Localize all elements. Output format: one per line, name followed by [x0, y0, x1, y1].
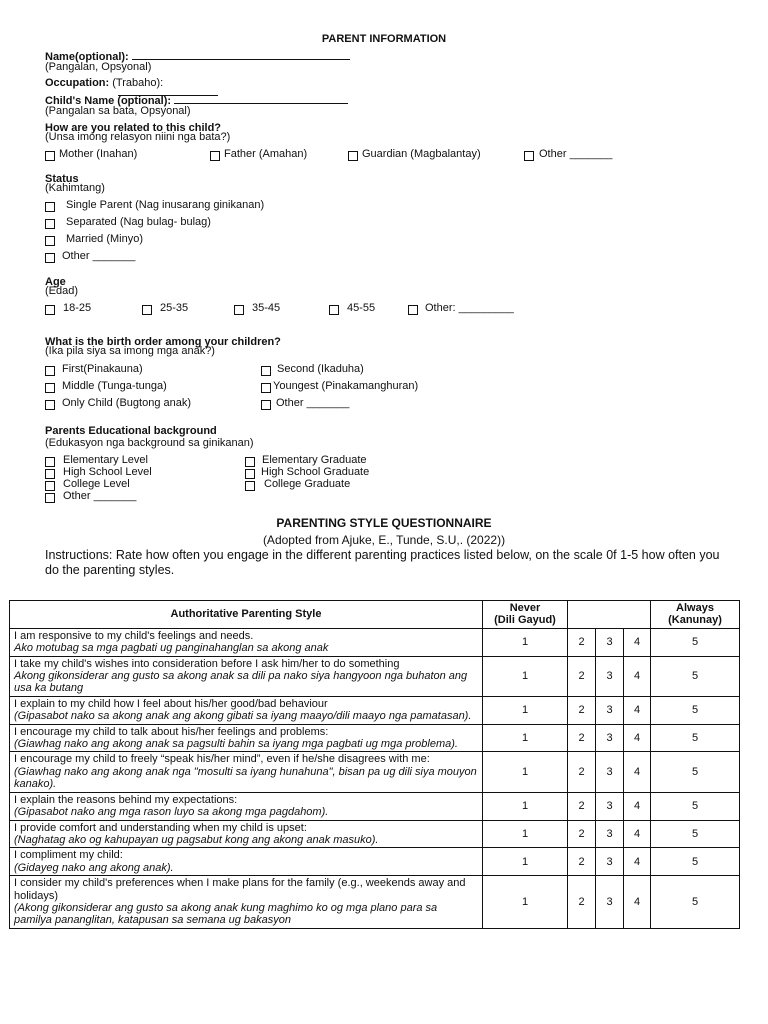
statement-cebuano: (Giawhag nako ang akong anak nga "mosulti sa iyang hunahuna", bisan pa ug dili siya mouyon kanako). — [14, 765, 477, 791]
rating-option-1[interactable]: 1 — [483, 848, 568, 876]
checkbox[interactable] — [142, 305, 152, 315]
statement-cell — [10, 848, 483, 876]
checkbox[interactable] — [45, 236, 55, 246]
rating-option-2[interactable]: 2 — [568, 696, 596, 724]
rating-option-2[interactable]: 2 — [568, 848, 596, 876]
rating-option-3[interactable]: 3 — [596, 628, 624, 656]
checkbox[interactable] — [45, 151, 55, 161]
rating-option-4[interactable]: 4 — [624, 696, 651, 724]
table-row — [10, 724, 740, 752]
statement-english: I compliment my child: — [14, 849, 123, 862]
education-question: Parents Educational background — [45, 425, 217, 437]
never-header: Never (Dili Gayud) — [483, 601, 568, 629]
rating-option-2[interactable]: 2 — [568, 820, 596, 848]
statement-english: I explain to my child how I feel about his/her good/bad behaviour — [14, 697, 328, 710]
name-sub: (Pangalan, Opsyonal) — [45, 61, 152, 73]
statement-english: I am responsive to my child's feelings and needs. — [14, 629, 254, 642]
rating-option-1[interactable]: 1 — [483, 820, 568, 848]
checkbox[interactable] — [245, 469, 255, 479]
checkbox[interactable] — [45, 457, 55, 467]
rating-option-4[interactable]: 4 — [624, 820, 651, 848]
statement-cell — [10, 820, 483, 848]
statement-cell — [10, 628, 483, 656]
statement-cebuano: (Gidayeg nako ang akong anak). — [14, 861, 174, 874]
occupation-field-group — [45, 77, 163, 89]
rating-option-1[interactable]: 1 — [483, 656, 568, 696]
rating-option-5[interactable]: 5 — [651, 848, 740, 876]
checkbox[interactable] — [261, 383, 271, 393]
statement-english: I consider my child's preferences when I make plans for the family (e.g., weekends away and holidays) — [14, 877, 466, 902]
rating-option-5[interactable]: 5 — [651, 696, 740, 724]
checkbox[interactable] — [261, 400, 271, 410]
checkbox[interactable] — [45, 493, 55, 503]
rating-option-2[interactable]: 2 — [568, 876, 596, 929]
statement-cebuano: (Akong gikonsiderar ang gusto sa akong anak kung maghimo ko og mga plano para sa pamilya pananglitan, katapusan sa semana ug bakasyon — [14, 901, 438, 927]
checkbox[interactable] — [210, 151, 220, 161]
checkbox[interactable] — [45, 400, 55, 410]
table-row — [10, 876, 740, 929]
table-row — [10, 656, 740, 696]
rating-option-3[interactable]: 3 — [596, 752, 624, 792]
rating-option-1[interactable]: 1 — [483, 752, 568, 792]
statement-cebuano: (Gipasabot nako ang mga rason luyo sa akong mga pagdahom). — [14, 806, 329, 819]
statement-english: I explain the reasons behind my expectations: — [14, 793, 238, 806]
scale-middle-header — [568, 601, 651, 629]
rating-option-1[interactable]: 1 — [483, 696, 568, 724]
rating-option-2[interactable]: 2 — [568, 724, 596, 752]
rating-option-3[interactable]: 3 — [596, 696, 624, 724]
rating-option-5[interactable]: 5 — [651, 792, 740, 820]
statement-english: I encourage my child to talk about his/her feelings and problems: — [14, 725, 329, 738]
table-row — [10, 696, 740, 724]
checkbox[interactable] — [408, 305, 418, 315]
rating-option-4[interactable]: 4 — [624, 628, 651, 656]
questionnaire-instructions: Instructions: Rate how often you engage in the different parenting practices listed below, on the scale 0f 1-5 how often you do the parenting styles. — [45, 548, 720, 577]
table-row — [10, 792, 740, 820]
table-row — [10, 820, 740, 848]
rating-option-4[interactable]: 4 — [624, 792, 651, 820]
birth-order-sub: (Ika pila siya sa imong mga anak?) — [45, 345, 215, 357]
checkbox[interactable] — [45, 253, 55, 263]
rating-option-5[interactable]: 5 — [651, 724, 740, 752]
child-name-input-line[interactable] — [174, 103, 348, 104]
birth-order-question: What is the birth order among your children? — [45, 336, 281, 348]
rating-option-1[interactable]: 1 — [483, 792, 568, 820]
rating-option-3[interactable]: 3 — [596, 656, 624, 696]
checkbox[interactable] — [45, 366, 55, 376]
statement-cebuano: Ako motubag sa mga pagbati ug panginahanglan sa akong anak — [14, 642, 329, 655]
table-row — [10, 752, 740, 792]
checkbox[interactable] — [524, 151, 534, 161]
name-label: Name(optional): — [45, 51, 129, 63]
rating-option-5[interactable]: 5 — [651, 656, 740, 696]
age-question: Age — [45, 276, 66, 288]
rating-option-2[interactable]: 2 — [568, 792, 596, 820]
checkbox[interactable] — [45, 202, 55, 212]
checkbox[interactable] — [329, 305, 339, 315]
rating-option-4[interactable]: 4 — [624, 724, 651, 752]
statement-cebuano: (Gipasabot nako sa akong anak ang akong gibati sa iyang maayo/dili maayo nga pamatasan). — [14, 710, 472, 723]
rating-option-5[interactable]: 5 — [651, 628, 740, 656]
rating-option-3[interactable]: 3 — [596, 792, 624, 820]
statement-cell — [10, 792, 483, 820]
rating-option-2[interactable]: 2 — [568, 628, 596, 656]
checkbox[interactable] — [234, 305, 244, 315]
authoritative-style-table — [9, 600, 740, 929]
statement-english: I encourage my child to freely “speak his/her mind”, even if he/she disagrees with me: — [14, 753, 430, 766]
statement-cebuano: (Naghatag ako og kahupayan ug pagsabut kong ang akong anak masuko). — [14, 833, 379, 846]
child-name-sub: (Pangalan sa bata, Opsyonal) — [45, 105, 191, 117]
status-sub: (Kahimtang) — [45, 182, 105, 194]
checkbox[interactable] — [348, 151, 358, 161]
questionnaire-source: (Adopted from Ajuke, E., Tunde, S.U,. (2022)) — [262, 533, 506, 547]
rating-option-3[interactable]: 3 — [596, 820, 624, 848]
checkbox[interactable] — [45, 219, 55, 229]
checkbox[interactable] — [45, 383, 55, 393]
relation-sub: (Unsa imong relasyon niini nga bata?) — [45, 131, 231, 143]
rating-option-4[interactable]: 4 — [624, 656, 651, 696]
education-sub: (Edukasyon nga background sa ginikanan) — [45, 437, 254, 449]
statement-english: I take my child's wishes into consideration before I ask him/her to do something — [14, 657, 400, 670]
always-header: Always (Kanunay) — [651, 601, 740, 629]
table-header-row — [10, 601, 740, 629]
rating-option-5[interactable]: 5 — [651, 876, 740, 929]
rating-option-3[interactable]: 3 — [596, 724, 624, 752]
checkbox[interactable] — [261, 366, 271, 376]
rating-option-3[interactable]: 3 — [596, 876, 624, 929]
occupation-sub: (Trabaho): — [112, 77, 164, 89]
statement-cebuano: (Giawhag nako ang akong anak sa pagsulti bahin sa iyang mga pagbati ug mga problema). — [14, 738, 458, 751]
page-title: PARENT INFORMATION — [321, 33, 447, 45]
style-header: Authoritative Parenting Style — [10, 601, 483, 629]
statement-cebuano: Akong gikonsiderar ang gusto sa akong anak sa dili pa nako siya hangyoon nga buhaton ang usa ka butang — [14, 670, 468, 695]
statement-english: I provide comfort and understanding when my child is upset: — [14, 821, 307, 834]
rating-option-1[interactable]: 1 — [483, 876, 568, 929]
rating-option-1[interactable]: 1 — [483, 628, 568, 656]
child-name-label: Child's Name (optional): — [45, 95, 172, 107]
checkbox[interactable] — [45, 481, 55, 491]
statement-cell — [10, 752, 483, 792]
table-row — [10, 848, 740, 876]
checkbox[interactable] — [45, 469, 55, 479]
rating-option-4[interactable]: 4 — [624, 876, 651, 929]
rating-option-2[interactable]: 2 — [568, 752, 596, 792]
occupation-label: Occupation: — [45, 77, 110, 89]
statement-cell — [10, 696, 483, 724]
status-question: Status — [45, 173, 79, 185]
rating-option-3[interactable]: 3 — [596, 848, 624, 876]
rating-option-1[interactable]: 1 — [483, 724, 568, 752]
rating-option-4[interactable]: 4 — [624, 848, 651, 876]
rating-option-2[interactable]: 2 — [568, 656, 596, 696]
questionnaire-title: PARENTING STYLE QUESTIONNAIRE — [276, 516, 492, 530]
age-sub: (Edad) — [45, 285, 79, 297]
name-input-line[interactable] — [132, 59, 350, 60]
rating-option-5[interactable]: 5 — [651, 752, 740, 792]
rating-option-4[interactable]: 4 — [624, 752, 651, 792]
relation-question: How are you related to this child? — [45, 122, 222, 134]
statement-cell — [10, 724, 483, 752]
checkbox[interactable] — [45, 305, 55, 315]
checkbox[interactable] — [245, 457, 255, 467]
rating-option-5[interactable]: 5 — [651, 820, 740, 848]
statement-cell — [10, 876, 483, 929]
statement-cell — [10, 656, 483, 696]
table-row — [10, 628, 740, 656]
checkbox[interactable] — [245, 481, 255, 491]
